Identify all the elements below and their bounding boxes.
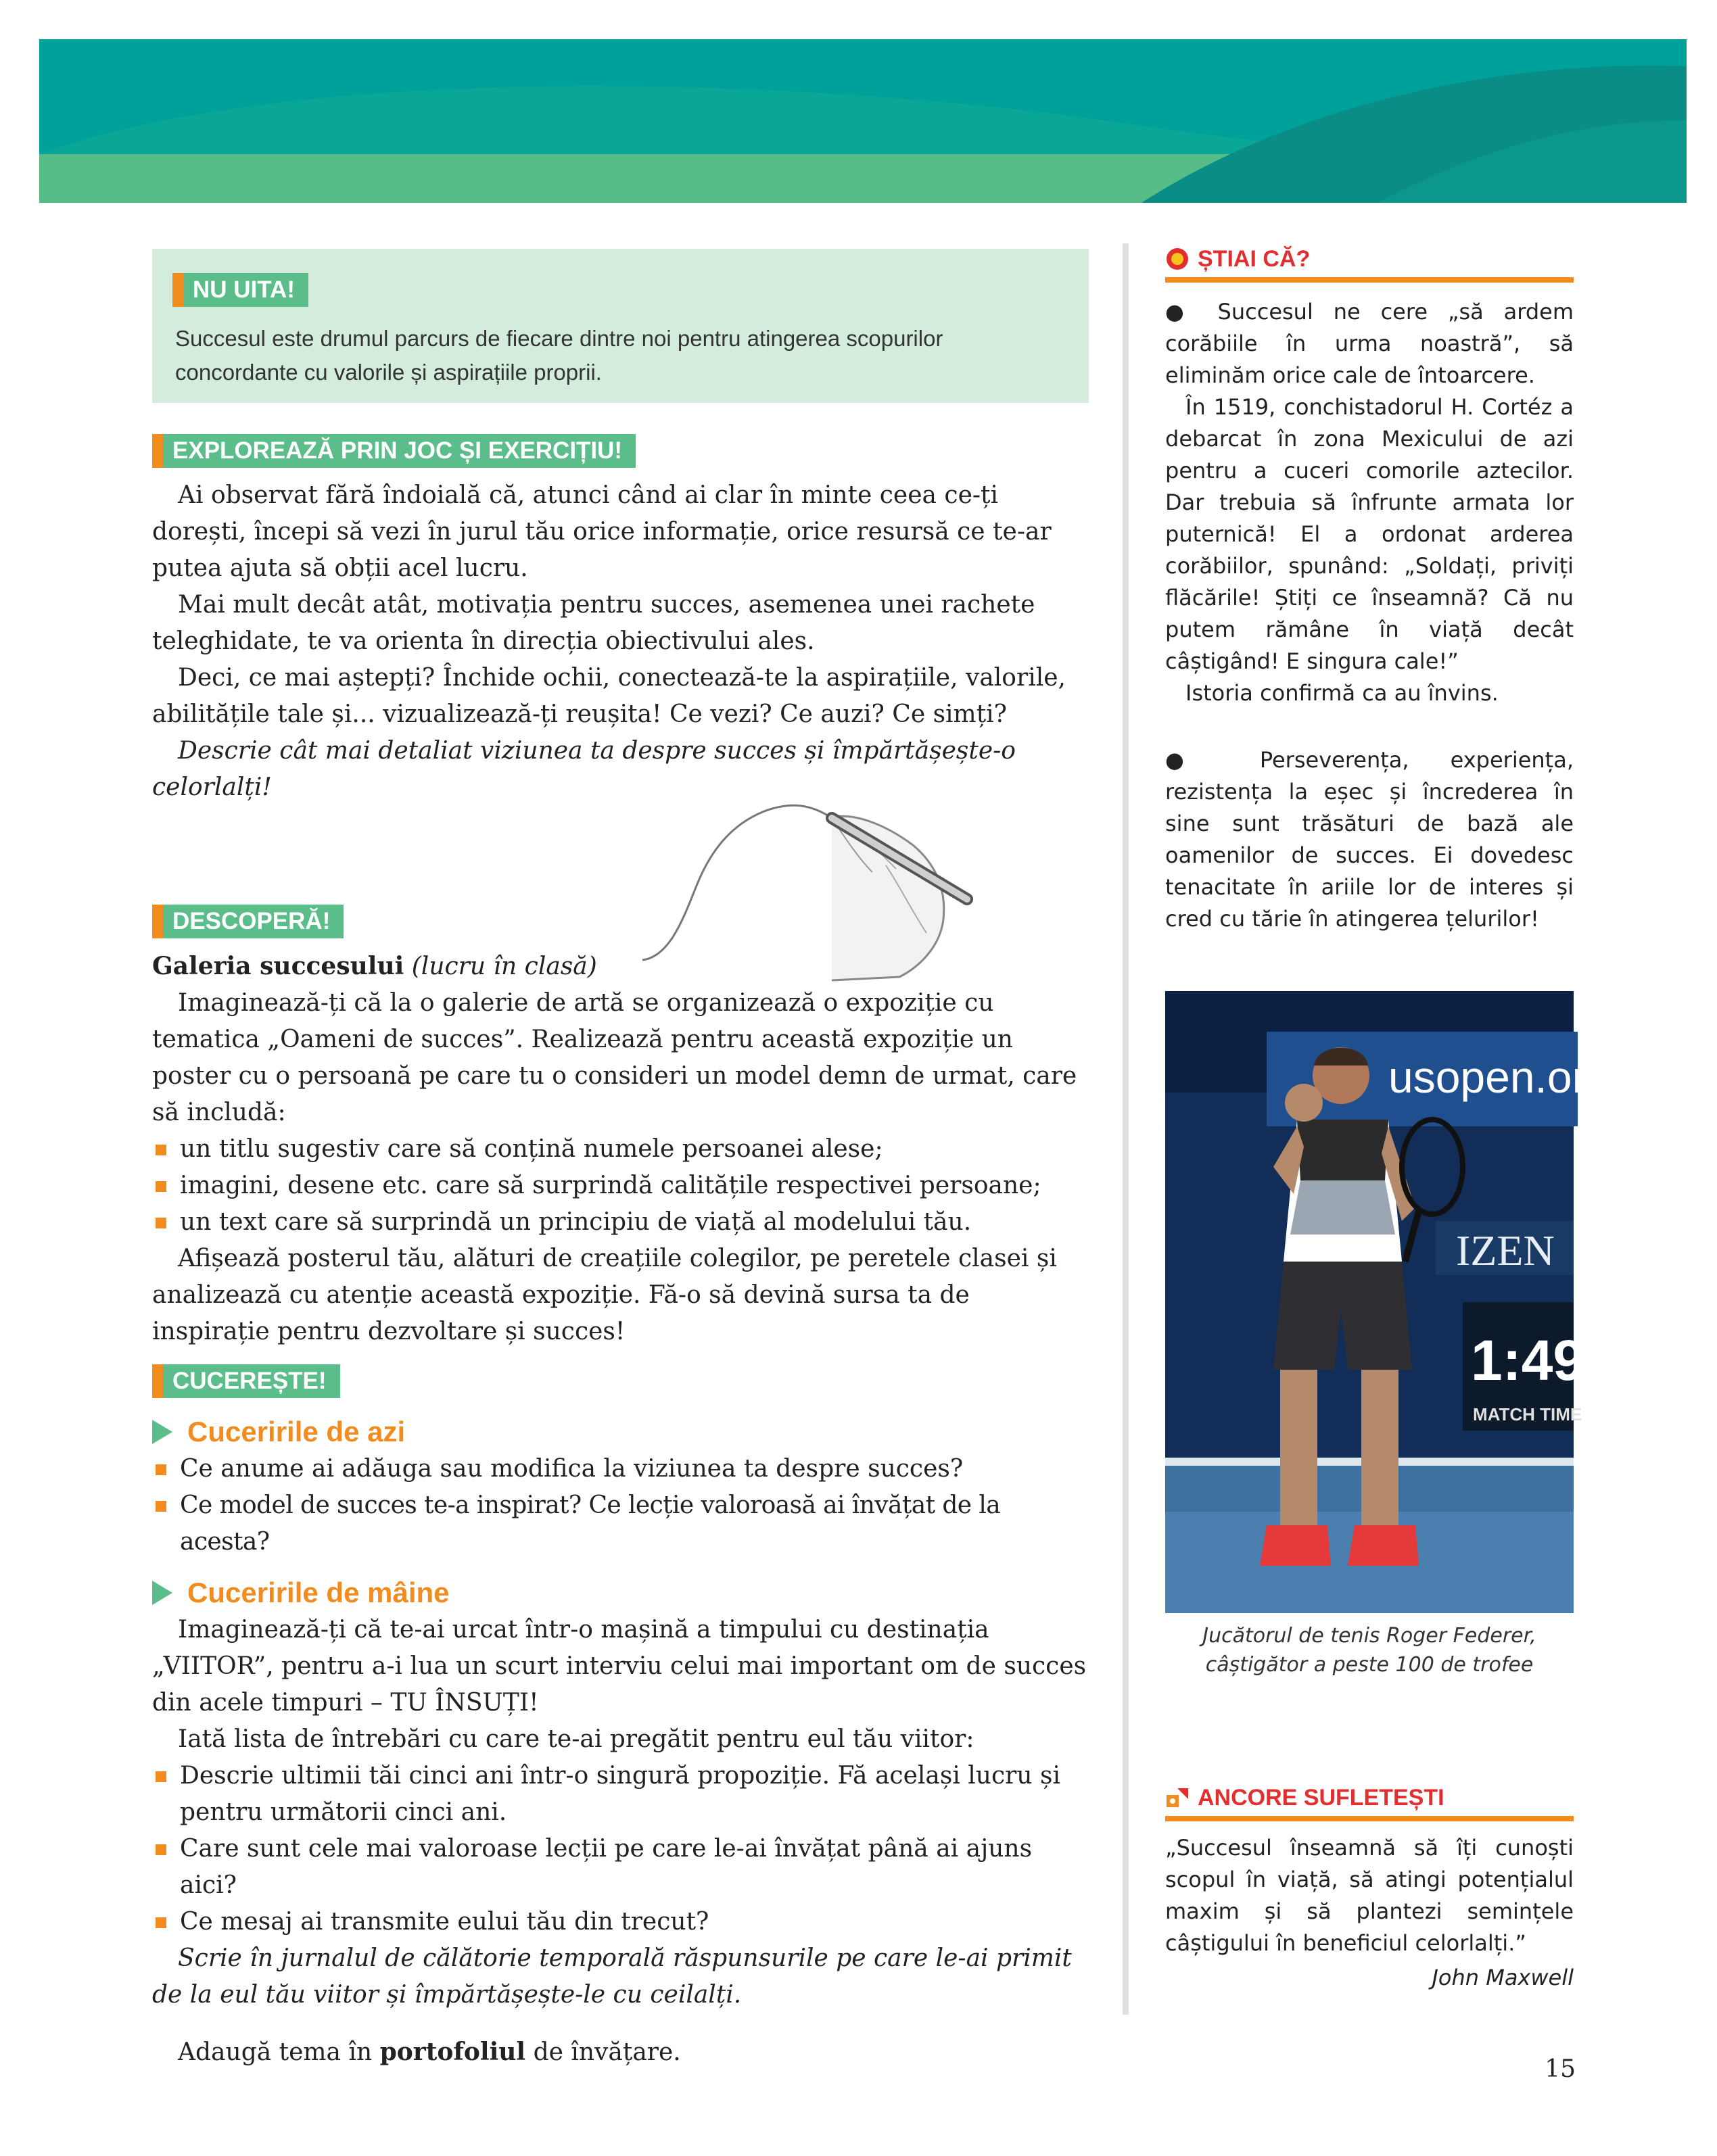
stiai-p1: ● Succesul ne cere „să ardem corăbiile în urma noastră”, să eliminăm orice cale de întoarcere. [1165,299,1574,388]
descopera-label: DESCOPERĂ! [152,905,344,938]
descopera-intro: Imaginează-ți că la o galerie de artă se organizează o expoziție cu tematica „Oameni de succes”. Realizează pentru această expoziție un poster cu o persoană pe care tu o consideri un model demn de urmat, care să includă: [152,989,1077,1126]
note-box [152,249,1089,403]
bullet-text: Care sunt cele mai valoroase lecții pe care le-ai învățat până ai ajuns aici? [180,1835,1033,1899]
portfolio-pre: Adaugă tema în [178,2038,373,2066]
bullet-text: imagini, desene etc. care să surprindă calitățile respectivei persoane; [180,1172,1041,1199]
gallery-title: Galeria succesului [152,952,404,980]
bullet-square [156,1771,166,1782]
exploreaza-instruction: Descrie cât mai detaliat viziunea ta despre succes și împărtășește-o celorlalți! [152,737,1016,801]
list-item [152,1168,1089,1204]
ancore-author: John Maxwell [1432,1965,1574,1990]
bullet-square [156,1501,166,1512]
list-item [152,1904,1089,1940]
exploreaza-paragraph-3: Deci, ce mai aștepți? Închide ochii, conectează-te la aspirațiile, valorile, abilitățile tale și... vizualizează-ți reușita! Ce vezi? Ce auzi? Ce simți? [152,664,1066,728]
descopera-section [152,905,1089,1350]
list-item [152,1487,1089,1560]
clock-label: MATCH TIME [1473,1404,1582,1424]
column-divider [1123,243,1129,2015]
sponsor-text: IZEN [1456,1226,1555,1274]
ancore-quote: „Succesul înseamnă să îți cunoști scopul în viață, să atingi potențialul maxim și să plantezi semințele câștigului în beneficiul celorlalți.” [1165,1835,1574,1956]
maine-heading [152,1574,1089,1612]
list-item [152,1131,1089,1168]
stiai-p3: Istoria confirmă ca au învins. [1185,680,1499,706]
bullet-text: Ce anume ai adăuga sau modifica la viziunea ta despre succes? [180,1455,964,1483]
header-banner [39,39,1687,203]
list-item [152,1831,1089,1904]
triangle-icon [152,1581,172,1605]
bullet-square [156,1464,166,1475]
bullet-square [156,1181,166,1192]
bullet-text: Ce mesaj ai transmite eului tău din trecut? [180,1908,709,1936]
stiai-section [1165,243,1574,935]
stiai-underline [1165,277,1574,283]
azi-heading [152,1413,1089,1451]
descopera-outro: Afișează posterul tău, alături de creațiile colegilor, pe peretele clasei și analizează cu atenție această expoziție. Fă-o să devină sursa ta de inspirație pentru dezvoltare și succes! [152,1245,1057,1345]
list-item [152,1451,1089,1487]
portfolio-post: de învățare. [533,2038,681,2066]
portfolio-bold: portofoliul [379,2038,526,2066]
bullet-text: Ce model de succes te-a inspirat? Ce lecție valoroasă ai învățat de la acesta? [180,1491,1001,1556]
page-number: 15 [1545,2055,1576,2083]
ancore-underline [1165,1816,1574,1821]
maine-list-intro: Iată lista de întrebări cu care te-ai pregătit pentru eul tău viitor: [178,1725,974,1753]
portfolio-note [152,2034,1089,2071]
stiai-p4: ● Perseverența, experiența, rezistența la eșec și încrederea în sine sunt trăsături de bază ale oamenilor de succes. Ei dovedesc tenacitate în ariile lor de interes și cred cu tărie în atingerea țelurilor! [1165,747,1574,932]
cucereste-label: CUCEREȘTE! [152,1364,340,1398]
stiai-heading [1165,243,1574,274]
bullet-text: un text care să surprindă un principiu de viață al modelului tău. [180,1208,972,1236]
list-item [152,1204,1089,1241]
ancore-heading [1165,1782,1574,1813]
ancore-label: ANCORE SUFLETEȘTI [1198,1785,1444,1811]
nu-uita-label: NU UITA! [172,273,308,307]
exploreaza-paragraph-1: Ai observat fără îndoială că, atunci când ai clar în minte ceea ce-ți dorești, începi să vezi în jurul tău orice informație, orice resursă ce te-ar putea ajuta să obții acel lucru. [152,481,1052,582]
maine-instruction: Scrie în jurnalul de călătorie temporală răspunsurile pe care le-ai primit de la eul tău viitor și împărtășește-le cu ceilalți. [152,1944,1072,2009]
exploreaza-label: EXPLOREAZĂ PRIN JOC ȘI EXERCIȚIU! [152,434,636,468]
gallery-title-note: (lucru în clasă) [411,953,597,980]
stiai-p4-text: Perseverența, experiența, rezistența la eșec și încrederea în sine sunt trăsături de bază ale oamenilor de succes. Ei dovedesc tenacitate în ariile lor de interes și cred cu tărie în atingerea țelurilor! [1165,747,1574,932]
usopen-banner-text: usopen.org [1388,1052,1612,1102]
list-item [152,1758,1089,1831]
ancore-section [1165,1782,1574,1994]
stiai-p1-text: Succesul ne cere „să ardem corăbiile în urma noastră”, să eliminăm orice cale de întoarcere. [1165,299,1574,388]
bullet-text: Descrie ultimii tăi cinci ani într-o singură propoziție. Fă același lucru și pentru următorii cinci ani. [180,1762,1060,1826]
nu-uita-text: Succesul este drumul parcurs de fiecare dintre noi pentru atingerea scopurilor concordante cu valorile și aspirațiile proprii. [175,326,943,385]
triangle-icon [152,1420,172,1444]
cucereste-section [152,1364,1089,2071]
maine-title: Cuceririle de mâine [187,1577,450,1608]
maine-intro: Imaginează-ți că te-ai urcat într-o mașină a timpului cu destinația „VIITOR”, pentru a-i lua un scurt interviu celui mai important om de succes din acele timpuri – TU ÎNSUȚI! [152,1616,1087,1717]
exploreaza-paragraph-2: Mai mult decât atât, motivația pentru succes, asemenea unei rachete teleghidate, te va orienta în direcția obiectivului ales. [152,591,1035,655]
bullet-square [156,1844,166,1855]
bullet-square [156,1218,166,1228]
exploreaza-section [152,434,1089,806]
bullet-text: un titlu sugestiv care să conțină numele persoanei alese; [180,1135,883,1163]
photo-caption: Jucătorul de tenis Roger Federer, câștigător a peste 100 de trofee [1202,1624,1536,1677]
bullet-square [156,1145,166,1155]
bullet-square [156,1917,166,1928]
stiai-p2: În 1519, conchistadorul H. Cortéz a debarcat în zona Mexicului de azi pentru a cuceri comorile aztecilor. Dar trebuia să înfrunte armata lor puternică! El a ordonat arderea corăbiilor, spunând: „Soldați, priviți flăcările! Știți ce înseamnă? Că nu putem rămâne în viață decât câștigând! E singura cale!” [1165,394,1574,674]
clock-text: 1:49 [1471,1328,1585,1392]
sun-icon [1165,247,1190,271]
azi-title: Cuceririle de azi [187,1416,406,1447]
stiai-label: ȘTIAI CĂ? [1198,246,1311,272]
federer-photo [1165,991,1612,1613]
anchor-icon [1165,1786,1190,1810]
